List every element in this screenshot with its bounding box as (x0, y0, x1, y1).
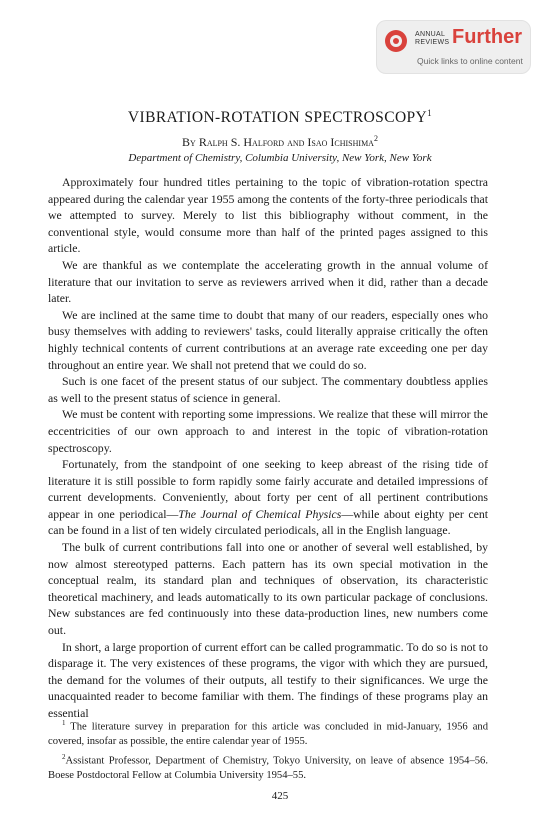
paragraph: Such is one facet of the present status of our subject. The commentary doubtless applies as well to the present status of science in general. (48, 374, 488, 405)
paragraph: Fortunately, from the standpoint of one seeking to keep abreast of the rising tide of literature it is still possible to form rapidly some fairly accurate and detailed impressions of current developments. Conveniently, about forty per cent of all pertinent contributions appear in one periodical—The Journal of Chemical Physics—while about eighty per cent can be found in a list of ten widely circulated periodicals, all in the English language. (48, 457, 488, 538)
footnote: $^2$Assistant Professor, Department of Chemistry, Tokyo University, on leave of absence 1954–56. Boese Postdoctoral Fellow at Columbia University 1954–55. (48, 752, 488, 781)
paragraph: In short, a large proportion of current effort can be called programmatic. To do so is not to disparage it. The very existences of these programs, the vigor with which they are pursued, the demand for the volumes of their outputs, all testify to their significances. We urge the unacquainted reader to become familiar with them. The findings of these programs play an essential (48, 639, 488, 720)
paragraph: We are thankful as we contemplate the accelerating growth in the annual volume of literature that our invitation to serve as reviewers arrived when it did, rather than a decade later. (48, 257, 488, 306)
page-number: 425 (271, 790, 289, 802)
author-1: Ralph S. Halford (198, 135, 285, 149)
author-line: By Ralph S. Halford and Isao Ichishima$^2$ (182, 134, 378, 149)
footnote: $^1$ The literature survey in preparation for this article was concluded in mid-January, 1956 and covered, insofar as possible, the entire calendar year of 1955. (48, 719, 488, 748)
author-2: Isao Ichishima (307, 135, 374, 149)
title-footnote-ref[interactable]: 1 (427, 108, 433, 118)
paragraph: The bulk of current contributions fall into one or another of several well established, by now almost stereotyped patterns. Each pattern has its own special motivation in the conceptual realm, its standard plan and techniques of observation, its characteristic theoretical machinery, and leads automatically to its own particular package of conclusions. New substances are fed continuously into these data-production lines, new numbers come out. (48, 540, 488, 638)
affiliation: Department of Chemistry, Columbia University, New York, New York (128, 152, 432, 164)
footnotes (48, 716, 488, 783)
author-footnote-ref[interactable]: 2 (373, 134, 378, 143)
journal-name: The Journal of Chemical Physics (178, 506, 342, 521)
article-title: VIBRATION-ROTATION SPECTROSCOPY$^1$ (127, 108, 433, 127)
article-body (48, 174, 488, 722)
paragraph: We must be content with reporting some impressions. We realize that these will mirror the eccentricities of our own approach to and interest in the topic of vibration-rotation spectroscopy. (48, 407, 488, 455)
quick-links-text: Quick links to online content (417, 56, 523, 66)
paragraph: Approximately four hundred titles pertaining to the topic of vibration-rotation spectra appeared during the calendar year 1955 among the contents of the forty-three periodicals that we attempted to survey. Merely to list this bibliography without comment, in the conventional style, would consume more than half of the printed pages assigned to this article. (48, 175, 488, 256)
annual-reviews-wordmark: ANNUAL REVIEWS (415, 31, 450, 46)
annual-reviews-logo-icon (385, 30, 407, 52)
paragraph: We are inclined at the same time to doubt that many of our readers, especially ones who busy themselves with adding to reviewers' tasks, could literally appraise critically the often highly technical contents of current contributions at an average rate exceeding one per day throughout an entire year. We shall not pretend that we could do so. (48, 307, 488, 372)
further-links-badge[interactable] (376, 20, 531, 74)
further-label: Further (452, 26, 522, 48)
